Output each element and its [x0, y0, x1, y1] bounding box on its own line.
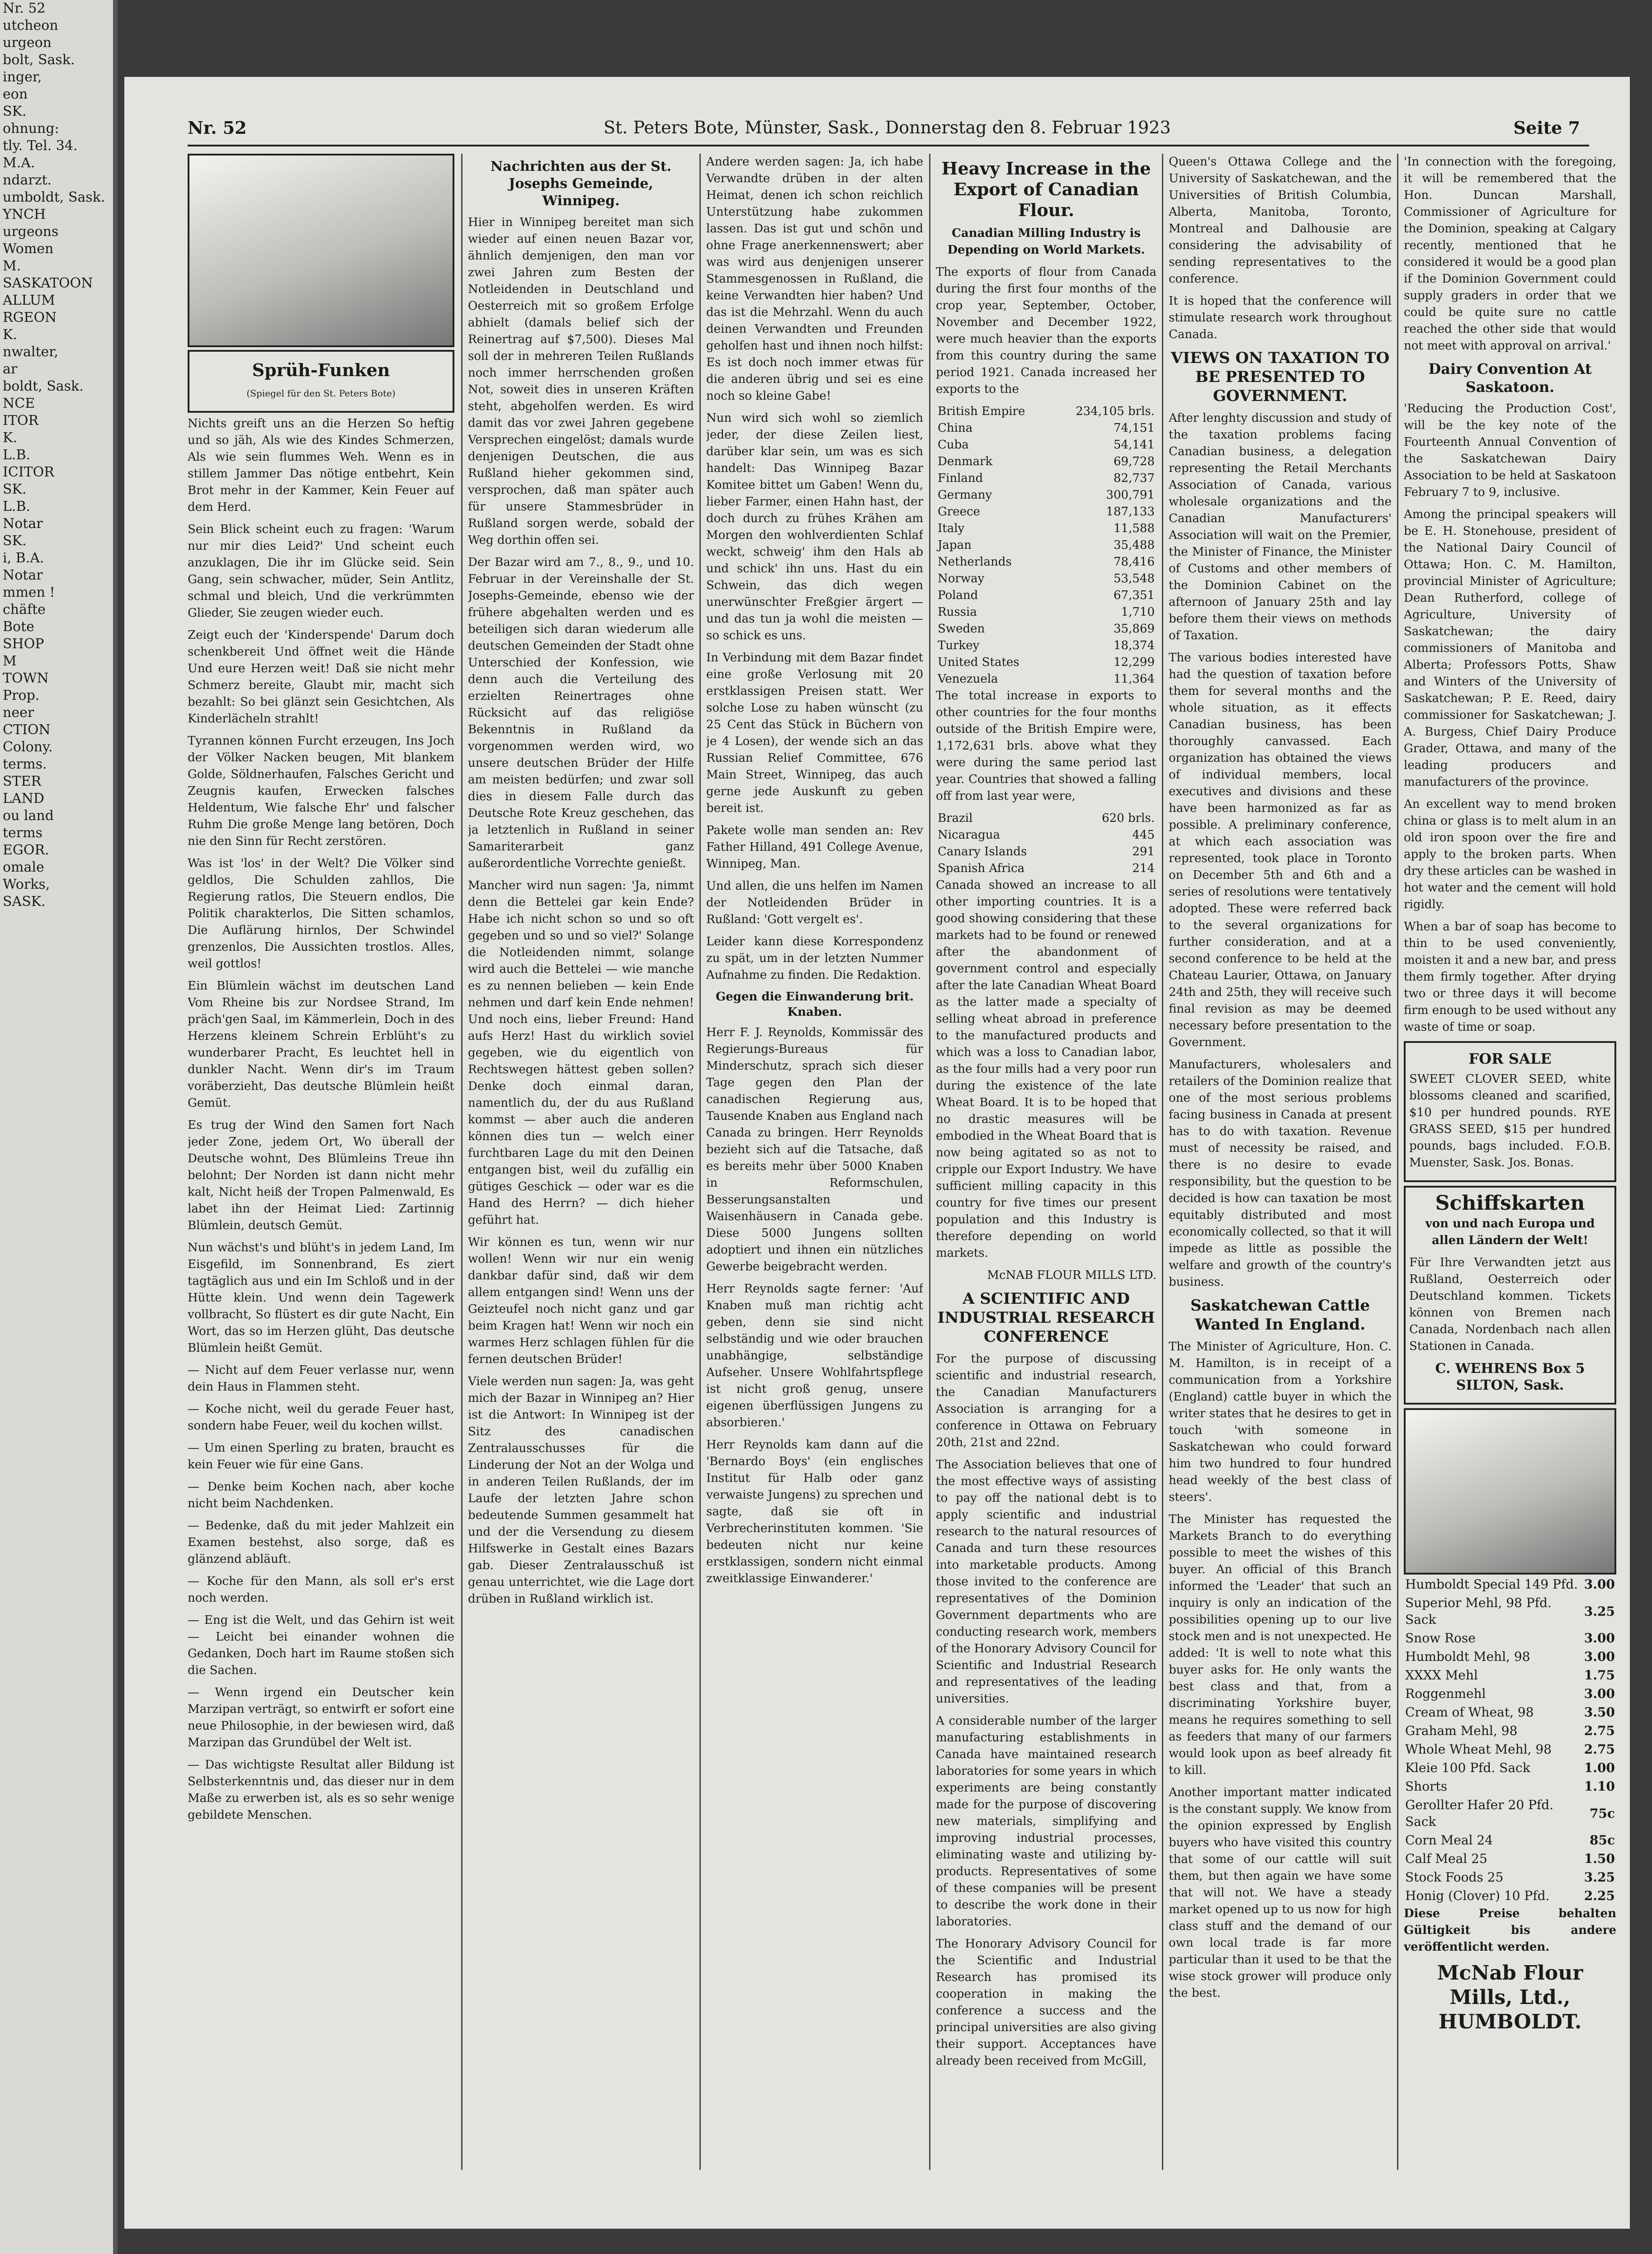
article-title-immigration: Gegen die Einwanderung brit. Knaben. [715, 990, 914, 1019]
edge-fragment: Colony. [3, 739, 53, 755]
price-value: 2.25 [1584, 1888, 1615, 1903]
article-body-winnipeg-cont [706, 154, 923, 984]
country-cell: Finland [938, 472, 983, 485]
table-row [936, 520, 1156, 537]
edge-fragment: Bote [3, 619, 34, 635]
ship-tickets-sub: von und nach Europa und allen Ländern der Welt! [1425, 1217, 1595, 1247]
article-title-dairy: Dairy Convention At Saskatoon. [1428, 360, 1592, 396]
country-cell: Russia [938, 605, 977, 619]
article-title-winnipeg: Nachrichten aus der St. Josephs Gemeinde, Winnipeg. [490, 159, 672, 209]
edge-fragment: inger, [3, 69, 42, 85]
edge-fragment: NCE [3, 396, 35, 411]
poem-stanza: Nun wächst's und blüht's in jedem Land, Im Eisgefild, im Sonnenbrand, Es ziert tagtäglich aus und ein Im Schloß und in der Hütte klein. Und wenn dein Tagewerk vollbracht, So flüstert es dir gute Nacht, Ein Wort, das so im Herzen glüht, Das deutsche Blümlein heißt Gemüt. [188, 1241, 454, 1355]
flour-intro: The exports of flour from Canada during the first four months of the crop year, September, October, November and December 1922, were much heavier than the exports from this country during the same period 1921. Canada increased her exports to the [936, 265, 1156, 396]
poem-credit: (Spiegel für den St. Peters Bote) [246, 388, 396, 399]
edge-fragment: Women [3, 241, 54, 257]
price-value: 1.10 [1584, 1779, 1615, 1794]
edge-fragment: ITOR [3, 413, 39, 429]
table-row [936, 487, 1156, 504]
cattle-continued: 'In connection with the foregoing, it will be remembered that the Hon. Duncan Marshall, Commissioner of Agriculture for the Dominion, speaking at Calgary recently, mentioned that he considered it would be a good plan if the Dominion Government could supply graders in order that we could be quite sure no cattle reached the other side that would not meet with approval on arrival.' [1404, 155, 1616, 353]
price-item: Shorts [1405, 1779, 1448, 1794]
price-item: Snow Rose [1405, 1631, 1476, 1646]
paragraph: Nun wird sich wohl so ziemlich jeder, der diese Zeilen liest, darüber klar sein, um was es sich handelt: Das Winnipeg Bazar Komitee bittet um Gaben! Wenn du, lieber Farmer, einen Hahn hast, der doch durch zu frühes Krähen am Morgen den wohlverdienten Schlaf weckt, schweig' ihm den Hals ab und schick' ihn uns. Hast du ein Schwein, das dich wegen unerwünschter Freßgier ärgert — und das tun ja wohl die meisten — so schick es uns. [706, 411, 923, 642]
table-row [936, 554, 1156, 571]
paragraph: Manufacturers, wholesalers and retailers of the Dominion realize that one of the most serious problems facing business in Canada at present has to do with taxation. Revenue must of necessity be raised, and there is no desire to evade responsibility, but the question to be decided is how can taxation be most equitably distributed and most economically collected, so that it will impede as little as possible the welfare and growth of the country's business. [1169, 1058, 1392, 1289]
country-cell: Norway [938, 572, 985, 585]
adjacent-page-edge [0, 0, 118, 2254]
value-cell: 620 brls. [1102, 811, 1155, 825]
price-row [1405, 1575, 1615, 1593]
country-cell: Brazil [938, 811, 973, 825]
country-cell: Nicaragua [938, 828, 1000, 842]
research-continued: Queen's Ottawa College and the University of Saskatchewan, and the Universities of British Columbia, Alberta, Manitoba, Toronto, Montreal and Dalhousie are considering the advisability of sending representatives to the conference. [1169, 155, 1392, 286]
masthead [188, 118, 1589, 146]
flour-mid: The total increase in exports to other countries for the four months outside of the British Empire were, 1,172,631 brls. above what they were during the same period last year. Countries that showed a falling off from last year were, [936, 689, 1156, 803]
edge-fragment: M.A. [3, 155, 35, 171]
page-number-label: Nr. 52 [188, 118, 247, 138]
sayings-list [188, 1362, 454, 1824]
value-cell: 291 [1132, 845, 1155, 858]
edge-fragment: RGEON [3, 310, 57, 325]
price-value: 3.00 [1584, 1577, 1615, 1592]
poem-stanza: Tyrannen können Furcht erzeugen, Ins Joch der Völker Nacken beugen, Mit blankem Golde, Söldnerhaufen, Falsches Gericht und Zeugnis kaufen, Erwecken falsches Heldentum, Wie falsche Ehr' und falscher Ruhm Die große Menge lang betören, Doch nie den Sinn für Recht zerstören. [188, 734, 454, 848]
table-row [936, 470, 1156, 487]
price-value: 1.75 [1584, 1668, 1615, 1683]
table-row [936, 654, 1156, 671]
country-cell: Spanish Africa [938, 862, 1025, 875]
saying: — Bedenke, daß du mit jeder Mahlzeit ein Examen bestehst, also sorge, daß es glänzend abläuft. [188, 1519, 454, 1566]
article-title-flour: Heavy Increase in the Export of Canadian Flour. [941, 158, 1151, 220]
saying: — Um einen Sperling zu braten, braucht es kein Feuer wie für eine Gans. [188, 1441, 454, 1471]
saying: — Eng ist die Welt, und das Gehirn ist weit — Leicht bei einander wohnen die Gedanken, Doch hart im Raume stoßen sich die Sachen. [188, 1613, 454, 1677]
paragraph: 'Reducing the Production Cost', will be the key note of the Fourteenth Annual Convention of the Saskatchewan Dairy Association to be held at Saskatoon February 7 to 9, inclusive. [1404, 402, 1616, 499]
edge-fragment: Nr. 52 [3, 0, 46, 16]
poem-stanzas [188, 415, 454, 1357]
poem-stanza: Sein Blick scheint euch zu fragen: 'Warum nur mir dies Leid?' Und scheint euch anzuklagen, Die ihr im Glücke seid. Sein Gang, sein schwacher, müder, Sein Antlitz, schmal und bleich, Und die verkrümmten Glieder, Sie zeugen wieder euch. [188, 523, 454, 620]
edge-fragment: ICITOR [3, 464, 54, 480]
value-cell: 78,416 [1114, 555, 1155, 569]
column-rule [1162, 154, 1163, 2170]
ship-agent: C. WEHRENS Box 5 SILTON, Sask. [1435, 1361, 1585, 1393]
price-row [1405, 1868, 1615, 1886]
edge-fragment: omale [3, 859, 44, 875]
flour-sacks-illustration [1404, 1408, 1616, 1575]
for-sale-title: FOR SALE [1468, 1050, 1552, 1067]
value-cell: 445 [1132, 828, 1155, 842]
price-value: 85c [1589, 1833, 1615, 1848]
table-row [936, 860, 1156, 877]
value-cell: 53,548 [1114, 572, 1155, 585]
paragraph: After lenghty discussion and study of the taxation problems facing Canadian business, a delegation representing the Retail Merchants Association of Canada, various wholesale organizations and the Canadian Manufacturers' Association will wait on the Premier, the Minister of Finance, the Minister of Customs and other members of the Dominion Cabinet on the afternoon of January 25th and lay before them their views on methods of Taxation. [1169, 411, 1392, 642]
country-cell: Poland [938, 589, 978, 602]
table-row [936, 810, 1156, 827]
edge-fragment: i, B.A. [3, 550, 44, 566]
value-cell: 1,710 [1121, 605, 1155, 619]
paragraph: Der Bazar wird am 7., 8., 9., und 10. Februar in der Vereinshalle der St. Josephs-Gemeinde, ebenso wie der frühere abgehalten werden und es beteiligen sich daran wiederum alle deutschen Gemeinden der Stadt ohne Unterschied der Konfession, wie denn auch die Verteilung des erzielten Reinertrages ohne Rücksicht auf das religiöse Bekenntnis in Rußland da vorgenommen werden wird, wo unsere deutschen Brüder der Hilfe am meisten bedürfen; und zwar soll dies in diesem Falle durch das Deutsche Rote Kreuz geschehen, das ja letztenlich in Rußland in seiner Samariterarbeit ganz außerordentliche Vorrechte genießt. [468, 556, 694, 870]
flour-after: Canada showed an increase to all other importing countries. It is a good showing considering that these markets had to be found or renewed after the abandonment of government control and especially after the late Canadian Wheat Board as the latter made a specialty of selling wheat abroad in preference to the manufactured products and which was a loss to Canadian labor, as the four mills had a very poor run during the existence of the late Wheat Board. It is to be hoped that no drastic measures will be embodied in the Wheat Board that is now being agitated so as not to cripple our Export Industry. We have sufficient milling capacity in this country for five times our present population and this Industry is therefore depending on world markets. [936, 878, 1156, 1260]
country-cell: United States [938, 655, 1020, 669]
paragraph: In Verbindung mit dem Bazar findet eine große Verlosung mit 20 erstklassigen Preisen statt. Wer solche Lose zu haben wünscht (zu 25 Cent das Stück in Büchern von je 4 Losen), der wende sich an das Russian Relief Committee, 676 Main Street, Winnipeg, das auch gerne jede Auskunft zu geben bereit ist. [706, 651, 923, 815]
paragraph: The Minister has requested the Markets Branch to do everything possible to meet the wishes of this buyer. An official of this Branch informed the 'Leader' that such an inquiry is only an indication of the possibilities opening up to our live stock men and is not unexpected. He added: 'It is well to note what this buyer asks for. He only wants the best class and that, from a discriminating Yorkshire buyer, means he requires something to sell as feeders that many of our farmers would look upon as beef already fit to kill. [1169, 1513, 1392, 1777]
poem-stanza: Nichts greift uns an die Herzen So heftig und so jäh, Als wie des Kindes Schmerzen, Als wie sein flummes Weh. Wenn es in stillem Jammer Das nötige entbehrt, Kein Brot mehr in der Kammer, Kein Feuer auf dem Herd. [188, 417, 454, 514]
edge-fragment: SASK. [3, 894, 46, 910]
table-row [936, 537, 1156, 554]
price-value: 1.00 [1584, 1760, 1615, 1775]
table-row [936, 621, 1156, 637]
table-row [936, 827, 1156, 844]
table-row [936, 604, 1156, 621]
price-row [1405, 1887, 1615, 1905]
edge-fragment: ndarzt. [3, 172, 52, 188]
table-row [936, 403, 1156, 420]
article-body-research [936, 1351, 1156, 2070]
edge-fragment: L.B. [3, 499, 31, 514]
article-body-immigration [706, 1024, 923, 1587]
poem-stanza: Was ist 'los' in der Welt? Die Völker sind geldlos, Die Schulden zahllos, Die Regierung ratlos, Die Steuern endlos, Die Politik charakterlos, Die Sitten schamlos, Die Auflärung hirnlos, Der Schwindel grenzenlos, Die Aussichten trostlos. Alles, weil gottlos! [188, 857, 454, 971]
price-row [1405, 1685, 1615, 1702]
price-value: 3.25 [1584, 1870, 1615, 1885]
price-value: 3.00 [1584, 1649, 1615, 1664]
price-value: 3.00 [1584, 1631, 1615, 1646]
edge-fragment: urgeons [3, 224, 59, 240]
value-cell: 214 [1132, 862, 1155, 875]
edge-fragment: Prop. [3, 688, 40, 703]
ship-tickets-ad [1404, 1186, 1616, 1405]
country-cell: Denmark [938, 455, 993, 468]
price-value: 75c [1589, 1806, 1615, 1821]
edge-fragment: eon [3, 86, 28, 102]
edge-fragment: L.B. [3, 447, 31, 463]
article-subtitle-flour: Canadian Milling Industry is Depending on World Markets. [947, 226, 1145, 257]
column-winnipeg-continued [706, 154, 923, 2179]
poem-header-box [188, 350, 454, 413]
price-item: Graham Mehl, 98 [1405, 1723, 1518, 1738]
column-winnipeg-news [468, 154, 694, 2179]
country-cell: Greece [938, 505, 980, 519]
column-rule [929, 154, 930, 2170]
price-item: Cream of Wheat, 98 [1405, 1705, 1534, 1720]
paragraph: Herr Reynolds sagte ferner: 'Auf Knaben muß man richtig acht geben, denn sie sind nicht selbständig und wie oder brauchen unabhängige, selbständige Aufseher. Unsere Wohlfahrtspflege ist nicht groß genug, unsere eigenen überflüssigen Jungens zu absorbieren.' [706, 1282, 923, 1429]
poem-stanza: Es trug der Wind den Samen fort Nach jeder Zone, jedem Ort, Wo überall der Deutsche wohnt, Des Blümleins Treue ihn belohnt; Der Norden ist dann nicht mehr kalt, Nicht heiß der Tropen Palmenwald, Es labet ihn der Heimat Lied: Zartinnig Blümlein, deutsch Gemüt. [188, 1118, 454, 1232]
flour-price-list [1404, 1575, 1616, 1905]
edge-fragment: SASKATOON [3, 275, 93, 291]
table-row [936, 453, 1156, 470]
article-title-research: A SCIENTIFIC AND INDUSTRIAL RESEARCH CONFERENCE [937, 1290, 1155, 1346]
paragraph: The Association believes that one of the most effective ways of assisting to pay off the national debt is to apply scientific and industrial research to the natural resources of Canada and turn these resources into marketable products. Among those invited to the conference are representatives of the Dominion Government departments who are conducting research work, members of the Honorary Advisory Council for Scientific and Industrial Research and representatives of the leading universities. [936, 1458, 1156, 1706]
saying: — Denke beim Kochen nach, aber koche nicht beim Nachdenken. [188, 1480, 454, 1510]
paragraph: Leider kann diese Korrespondenz zu spät, um in der letzten Nummer Aufnahme zu finden. Die Redaktion. [706, 935, 923, 982]
price-row [1405, 1594, 1615, 1628]
poem-stanza: Zeigt euch der 'Kinderspende' Darum doch schenkbereit Und öffnet weit die Hände Und eure Herzen weit! Daß sie nicht mehr Schmerz bereite, Glaubt mir, macht sich bezahlt: So bei glänzt sein Gesichtchen, Als Kinderlächeln strahlt! [188, 628, 454, 726]
price-row [1405, 1831, 1615, 1849]
edge-fragment: nwalter, [3, 344, 58, 360]
edge-fragment: Notar [3, 516, 43, 532]
price-value: 2.75 [1584, 1742, 1615, 1757]
paragraph: When a bar of soap has become to thin to be used conveniently, moisten it and a new bar, and press them firmly together. After drying two or three days it will become firm enough to be used without any waste of time or soap. [1404, 920, 1616, 1034]
price-item: Whole Wheat Mehl, 98 [1405, 1742, 1552, 1757]
paragraph: Among the principal speakers will be E. H. Stonehouse, president of the National Dairy Council of Ottawa; Hon. C. M. Hamilton, provincial Minister of Agriculture; Dean Rutherford, college of Agriculture, University of Saskatchewan; the dairy commissioners of Manitoba and Alberta; Professors Potts, Shaw and Winters of the University of Saskatchewan; P. E. Reed, dairy commissioner for Saskatchewan; J. A. Burgess, Chief Dairy Produce Grader, Ottawa, and many of the leading producers and manufacturers of the province. [1404, 508, 1616, 789]
edge-fragment: SK. [3, 481, 27, 497]
ship-tickets-text: Für Ihre Verwandten jetzt aus Rußland, Oesterreich oder Deutschland kommen. Tickets können von Bremen nach Canada, Nordenbach nach allen Stationen in Canada. [1409, 1256, 1611, 1353]
paragraph: An excellent way to mend broken china or glass is to melt alum in an old iron spoon over the fire and apply to the broken parts. When dry these articles can be washed in hot water and the cement will hold rigidly. [1404, 797, 1616, 911]
edge-fragment: mmen ! [3, 585, 55, 600]
flour-signature: McNAB FLOUR MILLS LTD. [987, 1268, 1156, 1282]
edge-fragment: YNCH [3, 207, 46, 222]
edge-fragment: SK. [3, 533, 27, 549]
column-rule [1397, 154, 1398, 2170]
poem-stanza: Ein Blümlein wächst im deutschen Land Vom Rheine bis zur Nordsee Strand, Im präch'gen Saal, im Kämmerlein, Doch in des Herzens kleinem Schrein Erblüht's zu wunderbarer Pracht, Es leuchtet hell in dunkler Nacht. Wenn dir's im Traum voräberzieht, Das deutsche Blümlein heißt Gemüt. [188, 979, 454, 1110]
paragraph: Herr F. J. Reynolds, Kommissär des Regierungs-Bureaus für Minderschutz, sprach sich dieser Tage gegen den Plan der canadischen Regierung aus, Tausende Knaben aus England nach Canada zu bringen. Herr Reynolds bezieht sich auf die Tatsache, daß es bereits mehr über 5000 Knaben in Reformschulen, Besserungsanstalten und Waisenhäusern in Canada gebe. Diese 5000 Jungens sollten adoptiert und ihnen ein nützliches Gewerbe beigebracht werden. [706, 1026, 923, 1273]
page-side-label: Seite 7 [1513, 118, 1580, 138]
price-item: Roggenmehl [1405, 1686, 1486, 1701]
edge-fragment: M. [3, 258, 21, 274]
edge-fragment: Notar [3, 567, 43, 583]
table-row [936, 844, 1156, 860]
paragraph: A considerable number of the larger manufacturing establishments in Canada have maintained research laboratories for some years in which experiments are being constantly made for the purpose of discovering new materials, simplifying and improving industrial processes, eliminating waste and utilizing by-products. Representatives of some of these companies will be present to describe the work done in their laboratories. [936, 1714, 1156, 1929]
edge-fragment: boldt, Sask. [3, 378, 84, 394]
paragraph: The Honorary Advisory Council for the Scientific and Industrial Research has promised its cooperation in making the conference a success and the principal universities are also giving their support. Acceptances have already been received from McGill, [936, 1937, 1156, 2068]
edge-fragment: EGOR. [3, 842, 49, 858]
saying: — Koche nicht, weil du gerade Feuer hast, sondern habe Feuer, weil du kochen willst. [188, 1402, 454, 1433]
value-cell: 82,737 [1114, 472, 1155, 485]
value-cell: 35,869 [1114, 622, 1155, 636]
table-row [936, 671, 1156, 688]
value-cell: 74,151 [1114, 421, 1155, 435]
saying: — Koche für den Mann, als soll er's erst noch werden. [188, 1575, 454, 1605]
edge-fragment: STER [3, 773, 42, 789]
edge-fragment: SHOP [3, 636, 44, 652]
edge-fragment: TOWN [3, 670, 49, 686]
article-body-winnipeg [468, 214, 694, 1608]
article-title-cattle: Saskatchewan Cattle Wanted In England. [1190, 1297, 1370, 1334]
country-cell: Netherlands [938, 555, 1012, 569]
ship-tickets-title: Schiffskarten [1435, 1192, 1585, 1215]
paragraph: Hier in Winnipeg bereitet man sich wieder auf einen neuen Bazar vor, ähnlich demjenigen, den man vor zwei Jahren zum Besten der Notleidenden in Deutschland und Oesterreich mit so großem Erfolge abhielt (damals belief sich der Reinertrag auf $7,500). Dieses Mal soll der in mehreren Teilen Rußlands noch immer herrschenden großen Not, soweit dies in unseren Kräften steht, abgeholfen werden. Es wird damit das vor zwei Jahren gegebene Versprechen eingelöst; damals wurde denjenigen Deutschen, die aus Rußland hieher gekommen sind, versprochen, daß man später auch für unsere Stammesbrüder in Rußland sorgen werde, sobald der Weg dorthin offen sei. [468, 216, 694, 547]
value-cell: 234,105 brls. [1076, 405, 1155, 418]
illustration-sparks [188, 154, 454, 347]
price-row [1405, 1629, 1615, 1647]
falling-table [936, 810, 1156, 877]
value-cell: 54,141 [1114, 438, 1155, 452]
edge-fragment: K. [3, 327, 17, 343]
price-item: Stock Foods 25 [1405, 1870, 1504, 1885]
table-row [936, 437, 1156, 453]
edge-fragment: chäfte [3, 602, 46, 618]
mill-name: McNab Flour Mills, Ltd., HUMBOLDT. [1437, 1962, 1583, 2033]
price-item: Honig (Clover) 10 Pfd. [1405, 1888, 1550, 1903]
paragraph: Wir können es tun, wenn wir nur wollen! Wenn wir nur ein wenig dankbar dafür sind, daß wir dem allem entgangen sind! Wenn uns der Geizteufel noch nicht ganz und gar beim Kragen hat! Wenn wir noch ein warmes Herz schlagen fühlen für die fernen deutschen Brüder! [468, 1235, 694, 1366]
article-body-dairy [1404, 401, 1616, 1036]
country-cell: Venezuela [938, 672, 998, 686]
edge-fragment: terms [3, 825, 42, 841]
paragraph: The Minister of Agriculture, Hon. C. M. Hamilton, is in receipt of a communication from a Yorkshire (England) cattle buyer in which the writer states that he desires to get in touch 'with someone in Saskatchewan who could forward him two hundred to four hundred head weekly of the best class of steers'. [1169, 1340, 1392, 1504]
edge-fragment: ohnung: [3, 121, 59, 137]
paragraph: The various bodies interested have had the question of taxation before them for several months and the whole situation, as it effects Canadian business, has been thoroughly canvassed. Each organization has obtained the views of individual members, local executives and divisions and these have been harmonized as far as possible. A preliminary conference, at which each association was represented, took place in Toronto on December 5th and 6th and a series of resolutions were tentatively adopted. These were referred back to the several organizations for further consideration, and at a second conference to be held at the Chateau Laurier, Ottawa, on January 24th and 25th, they will receive such final revision as may be deemed necessary before presentation to the Government. [1169, 651, 1392, 1049]
edge-fragment: umboldt, Sask. [3, 189, 105, 205]
price-value: 1.50 [1584, 1851, 1615, 1866]
price-row [1405, 1703, 1615, 1721]
country-cell: Turkey [938, 639, 980, 652]
article-title-taxation: VIEWS ON TAXATION TO BE PRESENTED TO GOVERNMENT. [1171, 349, 1390, 405]
article-body-cattle [1169, 1339, 1392, 2002]
price-value: 3.50 [1584, 1705, 1615, 1720]
price-value: 3.25 [1584, 1603, 1615, 1619]
table-row [936, 571, 1156, 587]
price-row [1405, 1722, 1615, 1740]
research-conclusion: It is hoped that the conference will stimulate research work throughout Canada. [1169, 294, 1392, 341]
column-rule [699, 154, 701, 2170]
value-cell: 300,791 [1106, 488, 1155, 502]
price-item: Calf Meal 25 [1405, 1851, 1487, 1866]
column-rule [461, 154, 463, 2170]
edge-fragment: urgeon [3, 35, 52, 51]
country-cell: China [938, 421, 973, 435]
table-row [936, 420, 1156, 437]
price-item: Kleie 100 Pfd. Sack [1405, 1760, 1530, 1775]
edge-fragment: ALLUM [3, 292, 55, 308]
edge-fragment: terms. [3, 756, 47, 772]
for-sale-text: SWEET CLOVER SEED, white blossoms cleaned and scarified, $10 per hundred pounds. RYE GRASS SEED, $15 per hundred pounds, bags included. F.O.B. Muenster, Sask. Jos. Bonas. [1409, 1072, 1611, 1169]
edge-fragment: neer [3, 705, 34, 721]
price-row [1405, 1759, 1615, 1777]
paragraph: Another important matter indicated is the constant supply. We know from the opinion expressed by English buyers who have visited this country that some of our cattle will suit them, but then again we have some that will not. We have a steady market opened up to us now for high class stuff and the demand of our own local trade is far more particular than it used to be that the wise stock grower will produce only the best. [1169, 1786, 1392, 2000]
edge-fragment: LAND [3, 791, 44, 806]
edge-fragment: K. [3, 430, 17, 446]
value-cell: 18,374 [1114, 639, 1155, 652]
price-row [1405, 1796, 1615, 1830]
country-cell: Germany [938, 488, 992, 502]
price-item: Superior Mehl, 98 Pfd. Sack [1405, 1595, 1552, 1627]
price-row [1405, 1778, 1615, 1795]
edge-fragment: utcheon [3, 18, 58, 33]
paragraph: Mancher wird nun sagen: 'Ja, nimmt denn die Bettelei gar kein Ende? Habe ich nicht schon so und so oft gegeben und so und so viel?' Solange die Notleidenden nimmt, solange wird auch die Bettelei — wie manche es zu nennen belieben — kein Ende nehmen und darf kein Ende nehmen! Und noch eins, lieber Freund: Hand aufs Herz! Hast du wirklich soviel gegeben, wie du eigentlich von Rechtswegen hättest geben sollen? Denke doch einmal daran, namentlich du, der du aus Rußland kommst — aber auch die anderen können dies tun — welch einer furchtbaren Lage du mit den Deinen entgangen bist, weil du zufällig ein gütiges Geschick — oder war es die Hand des Herrn? — dich hieher geführt hat. [468, 879, 694, 1227]
paragraph: Und allen, die uns helfen im Namen der Notleidenden Brüder in Rußland: 'Gott vergelt es'. [706, 879, 923, 926]
paragraph: Herr Reynolds kam dann auf die 'Bernardo Boys' (ein englisches Institut für Halb oder ganz verwaiste Jungens) zu sprechen und sagte, daß sie oft in Verbrecherinstituten kommen. 'Sie bedeuten nicht nur keine erstklassigen, sondern nicht einmal zweitklassige Einwanderer.' [706, 1438, 923, 1585]
price-item: Humboldt Special 149 Pfd. [1405, 1577, 1578, 1592]
edge-fragment: bolt, Sask. [3, 52, 75, 68]
paragraph: Viele werden nun sagen: Ja, was geht mich der Bazar in Winnipeg an? Hier ist die Antwort: In Winnipeg ist der Sitz des canadischen Zentralausschusses für die Linderung der Not an der Wolga und in anderen Teilen Rußlands, der im Laufe der letzten Jahre schon bedeutende Summen gesammelt hat und der die Versendung zu diesem Hilfswerke in Gestalt eines Bazars gab. Dieser Zentralausschuß ist genau unterrichtet, wie die Lage dort drüben in Rußland wirklich ist. [468, 1375, 694, 1606]
value-cell: 12,299 [1114, 655, 1155, 669]
value-cell: 35,488 [1114, 538, 1155, 552]
paragraph: Pakete wolle man senden an: Rev Father Hilland, 491 College Avenue, Winnipeg, Man. [706, 824, 923, 871]
price-row [1405, 1740, 1615, 1758]
saying: — Wenn irgend ein Deutscher kein Marzipan verträgt, so entwirft er sofort eine neue Philosophie, in der bewiesen wird, daß Marzipan das Grundübel der Welt ist. [188, 1686, 454, 1749]
paragraph: For the purpose of discussing scientific and industrial research, the Canadian Manufacturers Association is arranging for a conference in Ottawa on February 20th, 21st and 22nd. [936, 1352, 1156, 1449]
edge-fragment: CTION [3, 722, 51, 738]
value-cell: 187,133 [1106, 505, 1155, 519]
exports-table [936, 403, 1156, 688]
price-item: Humboldt Mehl, 98 [1405, 1649, 1530, 1664]
price-note: Diese Preise behalten Gültigkeit bis andere veröffentlicht werden. [1404, 1907, 1616, 1954]
paragraph: Andere werden sagen: Ja, ich habe Verwandte drüben in der alten Heimat, denen ich schon reichlich Unterstützung habe zukommen lassen. Das ist gut und schön und ohne Frage anerkennenswert; aber was wird aus denjenigen unserer Stammesgenossen in Rußland, die keine Verwandten hier haben? Und das ist die Mehrzahl. Wenn du auch deinen Verwandten und Freunden geholfen hast und ihnen noch hilfst: Es ist doch noch immer etwas für die anderen übrig und sei es eine noch so kleine Gabe! [706, 155, 923, 403]
column-flour-export [936, 154, 1156, 2179]
country-cell: British Empire [938, 405, 1025, 418]
saying: — Nicht auf dem Feuer verlasse nur, wenn dein Haus in Flammen steht. [188, 1363, 454, 1394]
value-cell: 11,364 [1114, 672, 1155, 686]
edge-fragment: SK. [3, 104, 27, 119]
price-row [1405, 1666, 1615, 1684]
edge-fragment: M [3, 653, 17, 669]
edge-fragment: ar [3, 361, 18, 377]
column-taxation [1169, 154, 1392, 2179]
price-row [1405, 1850, 1615, 1867]
edge-fragment: ou land [3, 808, 54, 824]
table-row [936, 637, 1156, 654]
price-item: XXXX Mehl [1405, 1668, 1478, 1683]
value-cell: 11,588 [1114, 522, 1155, 535]
country-cell: Sweden [938, 622, 985, 636]
country-cell: Japan [938, 538, 972, 552]
table-row [936, 587, 1156, 604]
value-cell: 67,351 [1114, 589, 1155, 602]
publication-dateline: St. Peters Bote, Münster, Sask., Donnerstag den 8. Februar 1923 [604, 118, 1171, 137]
country-cell: Italy [938, 522, 965, 535]
for-sale-ad [1404, 1041, 1616, 1182]
poem-title: Sprüh-Funken [252, 360, 390, 380]
saying: — Das wichtigste Resultat aller Bildung ist Selbsterkenntnis und, das dieser nur in dem Maße zu erwerben ist, als es so sehr wenige gebildete Menschen. [188, 1758, 454, 1822]
article-body-taxation [1169, 410, 1392, 1291]
price-value: 3.00 [1584, 1686, 1615, 1701]
column-poems [188, 154, 454, 2179]
edge-fragment: Works, [3, 877, 50, 892]
price-row [1405, 1648, 1615, 1665]
price-value: 2.75 [1584, 1723, 1615, 1738]
country-cell: Cuba [938, 438, 969, 452]
column-dairy-ads [1404, 154, 1616, 2179]
price-item: Corn Meal 24 [1405, 1833, 1493, 1848]
country-cell: Canary Islands [938, 845, 1027, 858]
price-item: Gerollter Hafer 20 Pfd. Sack [1405, 1797, 1554, 1829]
table-row [936, 504, 1156, 520]
newspaper-page [124, 77, 1630, 2229]
edge-fragment: tly. Tel. 34. [3, 138, 78, 154]
value-cell: 69,728 [1114, 455, 1155, 468]
